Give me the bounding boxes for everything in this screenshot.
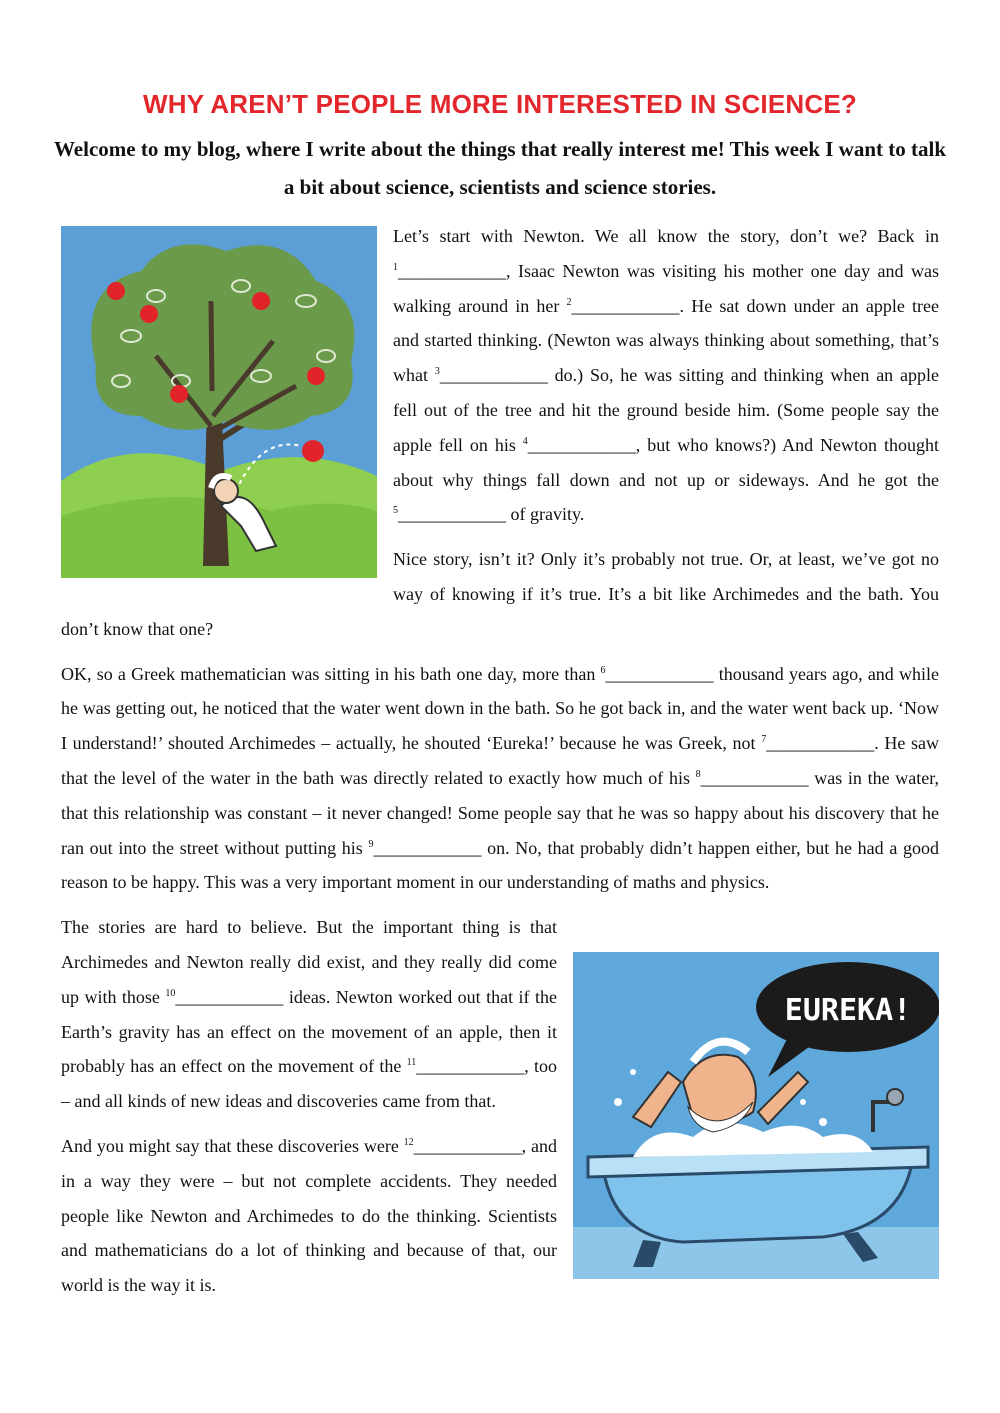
answer-gap-7[interactable]: ____________ <box>766 733 875 754</box>
article-body <box>61 219 939 1313</box>
page-title: WHY AREN’T PEOPLE MORE INTERESTED IN SCIENCE? <box>143 89 857 120</box>
paragraph-nice-story: Nice story, isn’t it? Only it’s probably not true. Or, at least, we’ve got no way of knowing if it’s true. It’s a bit like Archimedes and the bath. You don’t know that one? <box>61 549 939 639</box>
eureka-speech-bubble: EUREKA! <box>784 993 912 1029</box>
archimedes-bath-illustration <box>573 952 939 1279</box>
answer-gap-10[interactable]: ____________ <box>175 986 284 1007</box>
answer-gap-12[interactable]: ____________ <box>413 1135 522 1156</box>
answer-gap-8[interactable]: ____________ <box>700 767 809 788</box>
answer-gap-6[interactable]: ____________ <box>605 663 714 684</box>
paragraph-discoveries: And you might say that these discoveries were $^{12}$____________, and in a way they were – but not complete accidents. They needed people like Newton and Archimedes to do the thinking. Scientists and mathematicians do a lot of thinking and because of that, our world is the way it is. <box>61 1135 557 1296</box>
answer-gap-1[interactable]: ____________ <box>398 260 506 281</box>
paragraph-stories: The stories are hard to believe. But the important thing is that Archimedes and Newton really did exist, and they really did come up with those $^{10}$____________ ideas. Newton worked out that if the Earth’s gravity has an effect on the movement of an apple, then it probably has an effect on the movement of the $^{11}$____________, too – and all kinds of new ideas and discoveries came from that. <box>61 917 558 1112</box>
paragraph-archimedes: OK, so a Greek mathematician was sitting in his bath one day, more than $^6$____________ thousand years ago, and while he was getting out, he noticed that the water went down in the bath. So he got back in, and the water went back up. ‘Now I understand!’ shouted Archimedes – actually, he shouted ‘Eureka!’ because he was Greek, not $^7$____________. He saw that the level of the water in the bath was directly related to exactly how much of his $^8$____________ was in the water, that this relationship was constant – it never changed! Some people say that he was so happy about his discovery that he ran out into the street without putting his $^9$____________ on. No, that probably didn’t happen either, but he had a good reason to be happy. This was a very important moment in our understanding of maths and physics. <box>61 663 939 893</box>
answer-gap-4[interactable]: ____________ <box>527 434 636 455</box>
paragraph-newton: Let’s start with Newton. We all know the story, don’t we? Back in $^1$____________, Isaac Newton was visiting his mother one day and was walking around in her $^2$____________. He sat down under an apple tree and started thinking. (Newton was always thinking about something, that’s what $^3$____________ do.) So, he was sitting and thinking when an apple fell out of the tree and hit the ground beside him. (Some people say the apple fell on his $^4$____________, but who knows?) And Newton thought about why things fall down and not up or sideways. And he got the $^5$____________ of gravity. <box>393 226 939 525</box>
blog-intro: Welcome to my blog, where I write about the things that really interest me! This week I want to talk a bit about science, scientists and science stories. <box>53 137 947 199</box>
newton-apple-tree-illustration <box>61 226 377 578</box>
answer-gap-3[interactable]: ____________ <box>439 365 548 386</box>
answer-gap-9[interactable]: ____________ <box>373 837 482 858</box>
answer-gap-11[interactable]: ____________ <box>416 1056 525 1077</box>
answer-gap-5[interactable]: ____________ <box>398 504 506 525</box>
answer-gap-2[interactable]: ____________ <box>571 295 680 316</box>
